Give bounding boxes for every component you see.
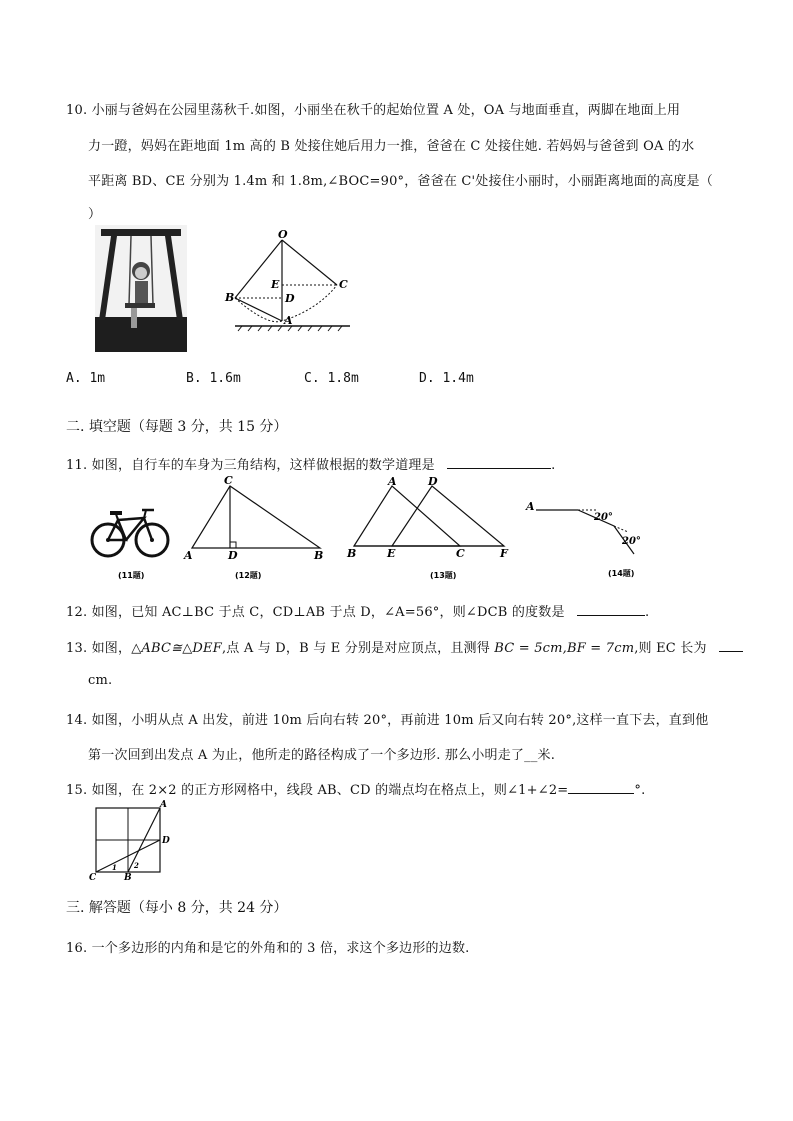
q13-math-congruence: △ABC≅△DEF: [131, 641, 222, 656]
label-C: C: [339, 278, 348, 291]
q15-end: °.: [634, 783, 646, 798]
fig13-label-C: C: [456, 547, 465, 560]
q13-answer-blank[interactable]: [719, 639, 743, 652]
q15-line: [66, 779, 645, 798]
q10-line-4: ）: [88, 207, 102, 222]
section-3-heading: 三. 解答题（每小 8 分，共 24 分）: [66, 900, 288, 916]
caption-14: (14题): [608, 569, 635, 578]
label-D: D: [285, 292, 295, 305]
fig12-label-D: D: [228, 549, 238, 562]
fig15-label-B: B: [124, 873, 132, 880]
q12-line: [66, 601, 649, 620]
fig12-label-A: A: [184, 549, 193, 562]
fig15-label-D: D: [162, 836, 170, 846]
q11-answer-blank[interactable]: [447, 456, 551, 469]
q16-line: 16. 一个多边形的内角和是它的外角和的 3 倍，求这个多边形的边数.: [66, 941, 470, 956]
label-A: A: [284, 314, 293, 327]
q10-option-b: B. 1.6m: [186, 371, 241, 386]
q13-line-1: [66, 637, 743, 656]
q14-line-1: 14. 如图，小明从点 A 出发，前进 10m 后向右转 20°，再前进 10m 后又向右转 20°,这样一直下去，直到他: [66, 713, 709, 728]
q11-line: [66, 454, 556, 473]
q10-line-1: 10. 小丽与爸妈在公园里荡秋千.如图，小丽坐在秋千的起始位置 A 处，OA 与地面垂直，两脚在地面上用: [66, 103, 681, 118]
fig14-angle-2: 20°: [622, 536, 641, 547]
q10-option-d: D. 1.4m: [419, 371, 474, 386]
q10-line-3: 平距离 BD、CE 分别为 1.4m 和 1.8m,∠BOC=90°，爸爸在 C'处接住小丽时，小丽距离地面的高度是（: [88, 174, 713, 189]
figure-13: [342, 474, 517, 584]
caption-12: (12题): [235, 571, 262, 580]
section-2-heading: 二. 填空题（每题 3 分，共 15 分）: [66, 419, 288, 435]
figure-14: [522, 496, 652, 584]
swing-photo: [95, 225, 187, 352]
q15-answer-blank[interactable]: [568, 781, 634, 794]
q11-text: 11. 如图，自行车的车身为三角结构，这样做根据的数学道理是: [66, 458, 435, 473]
q15-text: 15. 如图，在 2×2 的正方形网格中，线段 AB、CD 的端点均在格点上，则∠1+∠2=: [66, 783, 569, 798]
q10-option-c: C. 1.8m: [304, 371, 359, 386]
q13-text-2: ,点 A 与 D，B 与 E 分别是对应顶点，且测得: [221, 641, 495, 656]
fig15-label-C: C: [89, 873, 97, 880]
figure-15-grid: [86, 800, 176, 880]
fig15-angle-1: 1: [112, 863, 117, 872]
fig14-label-A: A: [526, 500, 535, 513]
label-B: B: [225, 291, 235, 304]
q13-line-2: cm.: [88, 673, 113, 688]
q13-text: 13. 如图，: [66, 641, 132, 656]
q11-end: .: [551, 458, 556, 473]
q10-line-2: 力一蹬，妈妈在距地面 1m 高的 B 处接住她后用力一推，爸爸在 C 处接住她. 若妈妈与爸爸到 OA 的水: [88, 139, 695, 154]
label-O: O: [278, 228, 288, 241]
caption-11: (11题): [118, 571, 145, 580]
q12-answer-blank[interactable]: [577, 603, 645, 616]
q12-text: 12. 如图，已知 AC⊥BC 于点 C，CD⊥AB 于点 D，∠A=56°，则∠DCB 的度数是: [66, 605, 565, 620]
q13-math-lengths: BC = 5cm,BF = 7cm: [494, 641, 635, 656]
fig13-label-E: E: [387, 547, 396, 560]
fig15-label-A: A: [160, 800, 167, 810]
fig13-label-B: B: [347, 547, 357, 560]
q12-end: .: [644, 605, 650, 620]
fig15-angle-2: 2: [134, 861, 139, 870]
figure-12: [180, 472, 330, 584]
swing-diagram: [222, 228, 354, 333]
fig12-label-B: B: [314, 549, 324, 562]
caption-13: (13题): [430, 571, 457, 580]
bicycle-figure: [88, 498, 173, 583]
q13-text-3: ,则 EC 长为: [634, 641, 707, 656]
fig12-label-C: C: [224, 474, 233, 487]
q14-line-2: 第一次回到出发点 A 为止，他所走的路径构成了一个多边形. 那么小明走了__米.: [88, 748, 556, 763]
fig14-angle-1: 20°: [594, 512, 613, 523]
fig13-label-F: F: [500, 547, 508, 560]
label-E: E: [271, 278, 280, 291]
fig13-label-A: A: [388, 475, 397, 488]
q10-option-a: A. 1m: [66, 371, 106, 386]
fig13-label-D: D: [428, 475, 438, 488]
